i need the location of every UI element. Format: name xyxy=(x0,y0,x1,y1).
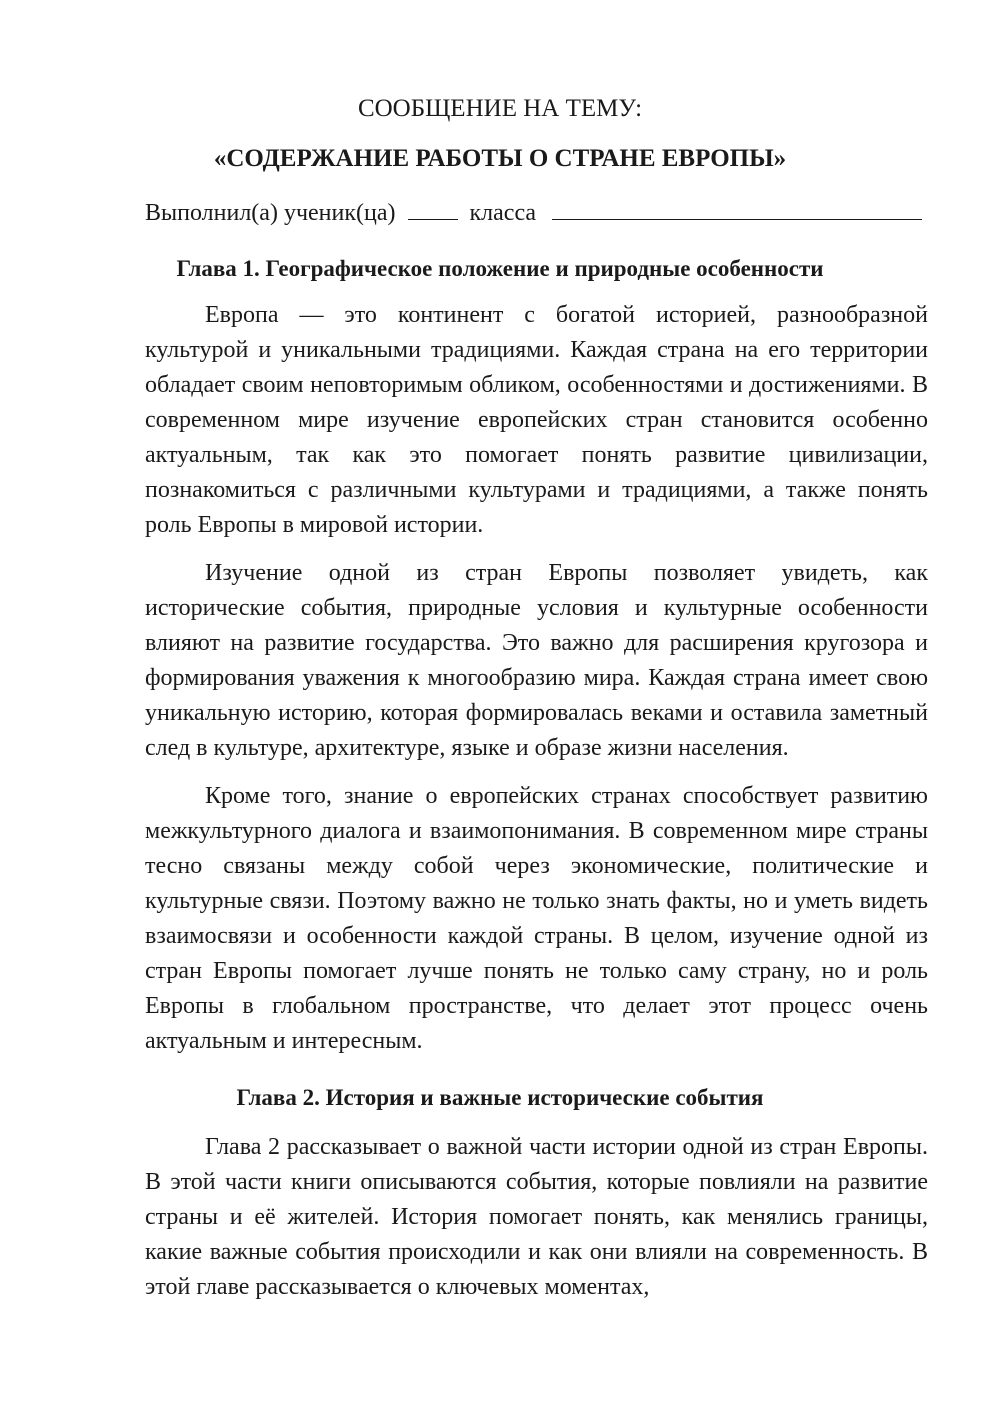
class-label: класса xyxy=(469,200,537,226)
chapter-2-paragraph-1: Глава 2 рассказывает о важной части истории одной из стран Европы. В этой части книги описываются события, которые повлияли на развитие страны и её жителей. История помогает понять, как менялись границы, какие важные события происходили и как они влияли на современность. В этой главе рассказывается о ключевых моментах, xyxy=(145,1134,928,1300)
chapter-1-paragraph-1: Европа — это континент с богатой историей, разнообразной культурой и уникальными традициями. Каждая страна на его территории обладает своим неповторимым обликом, особенностями и достижениями. В современном мире изучение европейских стран становится особенно актуальным, так как это помогает понять развитие цивилизации, познакомиться с различными культурами и традициями, а также понять роль Европы в мировой истории. xyxy=(145,302,928,538)
author-line xyxy=(145,197,935,228)
class-number-blank xyxy=(408,197,458,220)
chapter-1-paragraph-3: Кроме того, знание о европейских странах способствует развитию межкультурного диалога и взаимопонимания. В современном мире страны тесно связаны между собой через экономические, политические и культурные связи. Поэтому важно не только знать факты, но и уметь видеть взаимосвязи и особенности каждой страны. В целом, изучение одной из стран Европы помогает лучше понять не только саму страну, но и роль Европы в глобальном пространстве, что делает этот процесс очень актуальным и интересным. xyxy=(145,783,928,1054)
chapter-1-heading: Глава 1. Географическое положение и природные особенности xyxy=(176,256,824,281)
document-title-line-2: «СОДЕРЖАНИЕ РАБОТЫ О СТРАНЕ ЕВРОПЫ» xyxy=(213,145,787,172)
chapter-2-heading: Глава 2. История и важные исторические события xyxy=(236,1085,764,1110)
chapter-1-paragraph-2: Изучение одной из стран Европы позволяет увидеть, как исторические события, природные условия и культурные особенности влияют на развитие государства. Это важно для расширения кругозора и формирования уважения к многообразию мира. Каждая страна имеет свою уникальную историю, которая формировалась веками и оставила заметный след в культуре, архитектуре, языке и образе жизни населения. xyxy=(145,560,928,761)
name-blank xyxy=(552,197,922,220)
document-title-line-1: СООБЩЕНИЕ НА ТЕМУ: xyxy=(357,95,643,122)
author-label: Выполнил(а) ученик(ца) xyxy=(145,200,396,226)
